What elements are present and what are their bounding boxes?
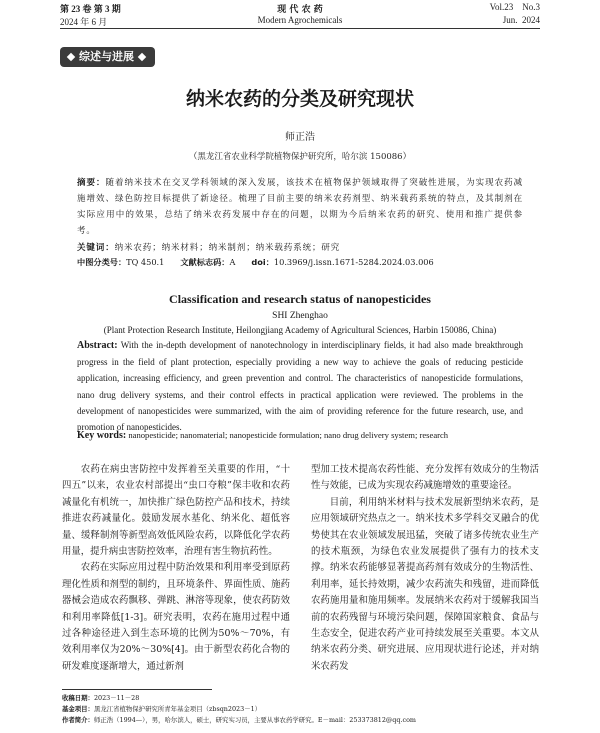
body-paragraph: 型加工技术提高农药性能、充分发挥有效成分的生物活性与效能，已成为实现农药减施增效的重要途径。	[311, 464, 539, 492]
header-vol-issue-en: Vol.23 No.3	[489, 2, 540, 12]
header-rule	[60, 28, 540, 29]
doc-code-label: 文献标志码：	[180, 257, 230, 267]
abstract-en-label: Abstract:	[77, 340, 118, 351]
keywords-en	[77, 430, 523, 441]
body-column-left	[62, 462, 290, 675]
footnote-rule	[62, 689, 212, 690]
doi-value: 10.3969/j.issn.1671-5284.2024.03.006	[273, 257, 434, 267]
body-paragraph: 农药在实际应用过程中防治效果和利用率受到原药理化性质和剂型的制约，且环境条件、界面性质、施药器械会造成农药飘移、弹跳、淋溶等现象，使农药防效和利用率降低[1-3]。研究表明，农药在施用过程中通过各种途径进入到生态环境的比例为50%～70%，有效利用率仅为20%～30%[4]。由于新型农药化合物的研发难度逐渐增大，通过新剂	[62, 562, 290, 672]
section-banner-label: 综述与进展	[79, 50, 134, 63]
abstract-en	[77, 337, 523, 435]
footnote-label: 作者简介：	[62, 716, 94, 724]
keywords-en-label: Key words:	[77, 430, 127, 441]
abstract-zh-label: 摘要：	[77, 178, 106, 188]
keywords-en-text: nanopesticide; nanomaterial; nanopesticide formulation; nano drug delivery system; research	[128, 430, 449, 440]
doi-label: doi：	[251, 257, 274, 267]
keywords-zh-label: 关键词：	[77, 243, 115, 253]
author-en: SHI Zhenghao	[272, 311, 328, 321]
footnote-received	[62, 693, 538, 704]
keywords-zh-text: 纳米农药；纳米材料；纳米制剂；纳米载药系统；研究	[114, 243, 341, 253]
footnote-text: 2023－11－28	[93, 694, 140, 702]
doc-code-value: A	[229, 257, 236, 267]
abstract-zh-text: 随着纳米技术在交叉学科领域的深入发展，该技术在植物保护领域取得了突破性进展，为实现农药减施增效、绿色防控目标提供了新途径。梳理了目前主要的纳米农药剂型、纳米载药系统的特点，及其制剂在实际应用中的效果，总结了纳米农药发展中存在的问题，以期为今后纳米农药的研究、使用和推广提供参考。	[77, 178, 524, 236]
body-paragraph: 目前，利用纳米材料与技术发展新型纳米农药，是应用领域研究热点之一。纳米技术多学科交叉融合的优势使其在农业领域发展迅猛，突破了诸多传统农业生产的技术瓶颈，为绿色农业发展提供了强有力的技术支撑。纳米农药能够显著提高药剂有效成分的生物活性、利用率，延长持效期，减少农药流失和残留，进而降低农药施用量和施用频率。发展纳米农药对于缓解我国当前的农药残留与环境污染问题，保障国家粮食、食品与生态安全，促进农药产业可持续发展至关重要。本文从纳米农药分类、研究进展、应用现状进行论述，并对纳米农药发	[311, 496, 539, 672]
footnote-text: 师正浩（1994—），男，哈尔滨人，硕士，研究实习员，主要从事农药学研究。E－mail：253373812@qq.com	[93, 716, 416, 724]
footnote-label: 基金项目：	[62, 705, 94, 713]
footnote-text: 黑龙江省植物保护研究所青年基金项目（zbsqn2023－1）	[93, 705, 262, 713]
diamond-icon	[67, 53, 75, 61]
section-banner	[60, 47, 155, 67]
author-zh: 师正浩	[285, 132, 315, 143]
clc-value: TQ 450.1	[126, 257, 165, 267]
running-header	[0, 0, 600, 30]
body-paragraph: 农药在病虫害防控中发挥着至关重要的作用，“十四五”以来，农业农村部提出“虫口夺粮”保丰收和农药减量化有机统一，加快推广绿色防控产品和技术，持续推进农药减量化。鼓励发展水基化、纳米化、超低容量、缓释制剂等新型高效低风险农药，以降低化学农药用量，提升病虫害防控效率，治理有害生物抗药性。	[62, 464, 290, 558]
body-column-right	[311, 462, 539, 675]
affiliation-zh: （黑龙江省农业科学院植物保护研究所，哈尔滨 150086）	[188, 152, 412, 162]
abstract-zh	[77, 175, 523, 239]
header-date-en: Jun. 2024	[502, 15, 540, 25]
header-journal-zh: 现 代 农 药	[277, 5, 323, 15]
classification-line	[77, 257, 523, 268]
paper-title-zh: 纳米农药的分类及研究现状	[185, 88, 414, 110]
header-journal-en: Modern Agrochemicals	[257, 15, 343, 25]
abstract-en-text: With the in-depth development of nanotechnology in interdisciplinary fields, it had also made breakthrough progress in the field of plant protection, especially providing a new way to achieve the goals of reducing pesticide application, increasing efficiency, and green prevention and control. The characteristics of nanopesticide formulations, nano drug delivery systems, and their control effects in practical application were reviewed. The problems in the development of nanopesticides were summarized, with the aim of providing reference for the future research, use, and promotion of nanopesticides.	[77, 340, 523, 433]
footnote-funding	[62, 704, 538, 715]
footnote-author-bio	[62, 715, 538, 726]
keywords-zh	[77, 240, 523, 256]
footnote-label: 收稿日期：	[62, 694, 94, 702]
header-date-zh: 2024 年 6 月	[60, 17, 108, 27]
paper-title-en: Classification and research status of nanopesticides	[169, 292, 431, 306]
diamond-icon	[138, 53, 146, 61]
clc-label: 中图分类号：	[77, 257, 127, 267]
header-vol-issue-zh: 第 23 卷 第 3 期	[60, 4, 121, 14]
affiliation-en: (Plant Protection Research Institute, Heilongjiang Academy of Agricultural Sciences, Harbin 150086, China)	[103, 325, 497, 335]
